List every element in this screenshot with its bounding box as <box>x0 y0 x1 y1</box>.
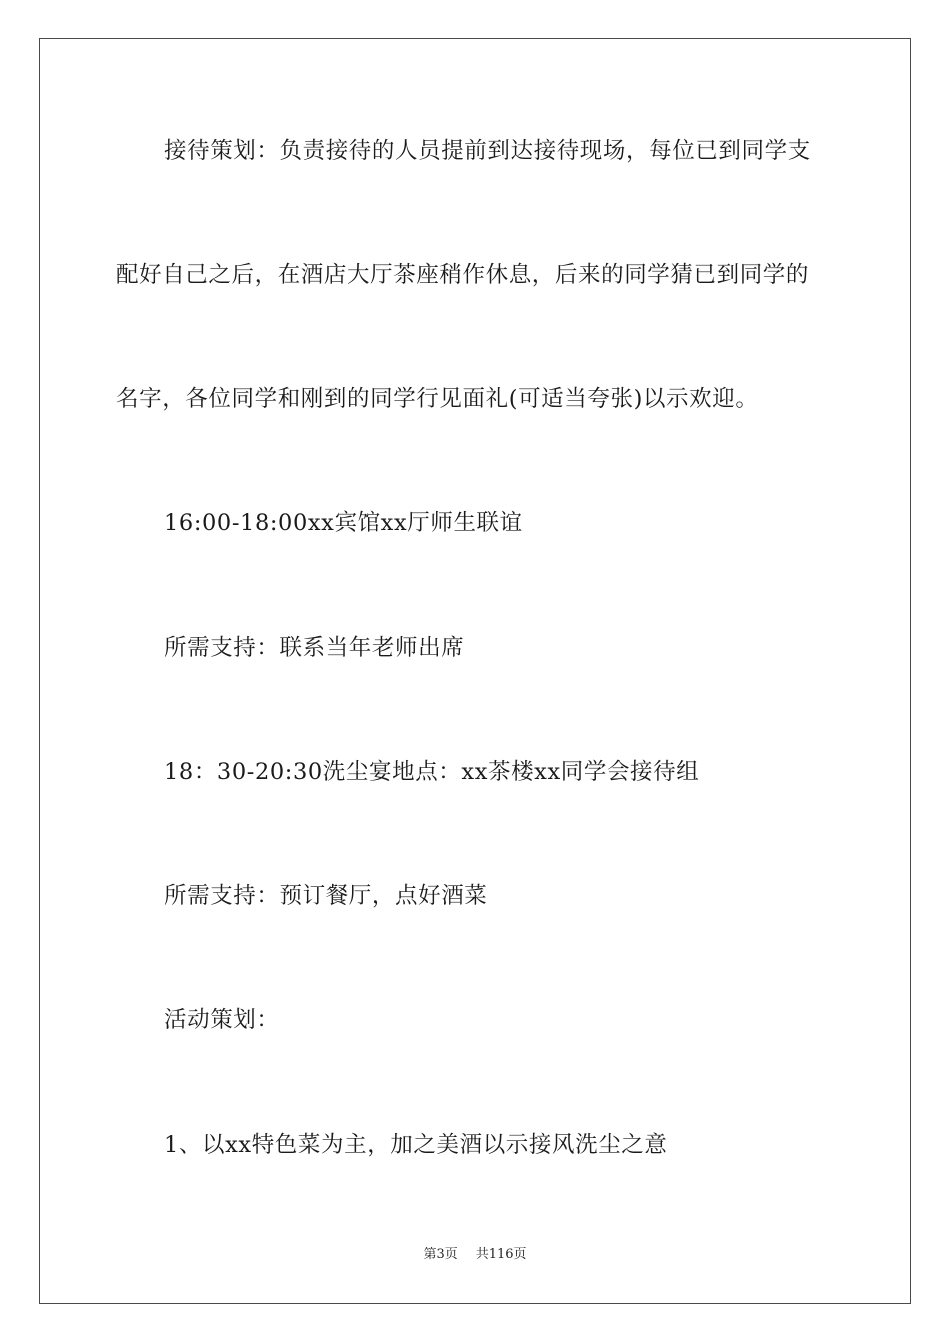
schedule-teacher-student-gathering: 16:00-18:00xx宾馆xx厅师生联谊 <box>164 510 523 536</box>
support-note-teachers: 所需支持：联系当年老师出席 <box>164 635 465 661</box>
paragraph-reception-plan-line-3: 名字，各位同学和刚到的同学行见面礼(可适当夸张)以示欢迎。 <box>116 386 759 412</box>
schedule-welcome-banquet: 18：30-20:30洗尘宴地点：xx茶楼xx同学会接待组 <box>164 759 700 785</box>
total-pages: 共116页 <box>475 1247 527 1262</box>
activity-plan-heading: 活动策划： <box>164 1007 280 1033</box>
page-border <box>39 38 911 1304</box>
page-number: 第3页 <box>423 1247 458 1262</box>
activity-plan-item-1: 1、以xx特色菜为主，加之美酒以示接风洗尘之意 <box>164 1132 668 1158</box>
support-note-restaurant: 所需支持：预订餐厅，点好酒菜 <box>164 883 488 909</box>
paragraph-reception-plan-line-1: 接待策划：负责接待的人员提前到达接待现场，每位已到同学支 <box>164 138 811 164</box>
paragraph-reception-plan-line-2: 配好自己之后，在酒店大厅茶座稍作休息，后来的同学猜已到同学的 <box>116 262 810 288</box>
page-footer <box>0 1246 950 1264</box>
